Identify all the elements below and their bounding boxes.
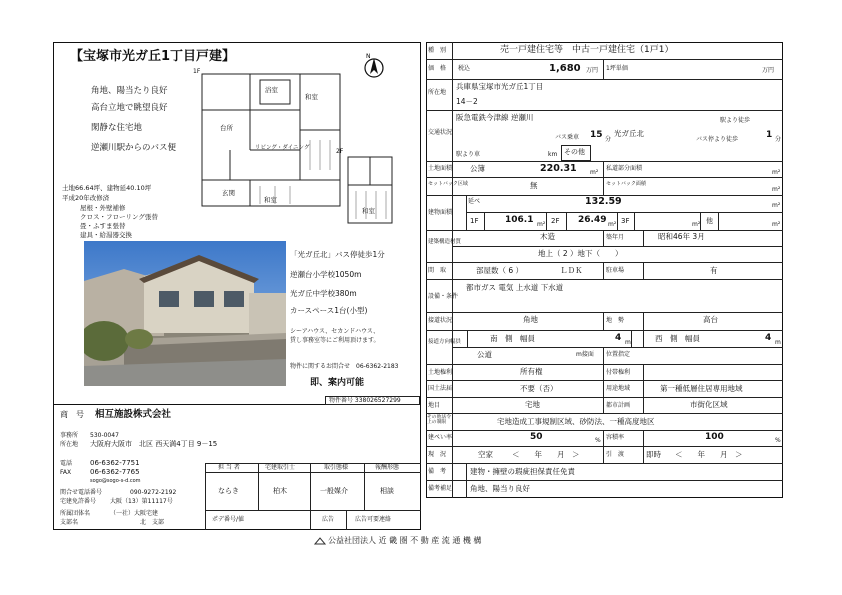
other-transport: その他 [564, 148, 585, 156]
feature-line: 閑静な住宅地 [91, 123, 143, 133]
access-line: 「光ガ丘北」バス停徒歩1分 [290, 250, 385, 259]
floor-ratio-unit: % [775, 437, 781, 444]
road1-direction: 南 側 幅員 [490, 334, 535, 343]
other-area-label: 他 [706, 217, 713, 225]
built-label: 築年月 [606, 234, 625, 241]
status-value: 空家 [478, 450, 493, 459]
rights-label: 土地権利 [428, 369, 453, 376]
coverage-unit: % [595, 437, 601, 444]
road2-width: 4 [765, 333, 772, 343]
dist-label: 駅より車 [456, 151, 481, 158]
land-category-label: 地目 [428, 402, 441, 409]
address-label: 所在地 [60, 441, 79, 448]
note-line: 賃し事務室等にご利用頂けます。 [290, 337, 380, 344]
floor1-label: 1F [470, 217, 479, 225]
price-tax: 税込 [458, 65, 471, 72]
road2-direction: 西 側 幅員 [655, 334, 700, 343]
additional-rights-label: 付帯権利 [606, 369, 631, 376]
status-label: 現 況 [428, 451, 447, 458]
price-label: 価 格 [428, 65, 447, 72]
price-note-unit: 万円 [762, 67, 775, 74]
room-label-genkan: 玄関 [222, 189, 235, 197]
madori-type: ＬＤＫ [560, 266, 583, 275]
cert-tel: 090-9272-2192 [130, 489, 177, 496]
floor-ratio-value: 100 [705, 432, 724, 442]
branch-label: 支部名 [60, 519, 79, 526]
price-note-label: 1坪単価 [606, 65, 628, 72]
company-shogo-label: 商 号 [60, 410, 84, 419]
parking-label: 駐車場 [606, 267, 625, 274]
land-area-value: 220.31 [540, 163, 577, 174]
room-label-washitsu-2f: 和室 [362, 207, 375, 215]
setback-value: 無 [530, 181, 538, 190]
company-email: sogo@sogo-s-d.com [90, 478, 141, 484]
footer-association: 公益社団法人 近 畿 圏 不 動 産 流 通 機 構 [328, 536, 482, 545]
location-label: 所在地 [428, 89, 447, 96]
room-label-yoku: 浴室 [265, 86, 278, 94]
total-area-unit: m² [772, 202, 781, 209]
floor-ratio-label: 容積率 [606, 434, 625, 441]
delivery-ym: ＜ 年 月 ＞ [675, 450, 743, 459]
rights-value: 所有権 [520, 367, 543, 376]
public-road: 公道 [477, 350, 492, 359]
company-address: 大阪府大阪市 北区 西天満4丁目 9－15 [90, 440, 218, 448]
land-area-label: 土地面積 [428, 165, 453, 172]
north-arrow-icon [360, 52, 388, 80]
fax-label: FAX [60, 469, 72, 476]
land-area-unit: m² [590, 169, 599, 176]
road-label: 接道方向幅員 [428, 339, 462, 345]
delivery-value: 即時 [646, 450, 661, 459]
spec-line: クロス・フローリング張替 [80, 213, 158, 221]
room-label-washitsu-2: 和室 [264, 196, 277, 204]
station-walk-label: 駅より徒歩 [720, 117, 751, 124]
bus-stop: 光ガ丘北 [614, 129, 644, 138]
road2-unit: m [775, 339, 781, 346]
utilities-label: 設備・条件 [428, 293, 459, 300]
bus-min-unit: 分 [605, 136, 612, 143]
floor2-label: 2F [551, 217, 560, 225]
structure-label: 建築構造材質 [428, 239, 462, 245]
floors-value: 地上（ 2 ）地下（ ） [538, 249, 623, 258]
location-value: 兵庫県宝塚市光ガ丘1丁目 [456, 82, 544, 91]
land-category-value: 宅地 [525, 400, 540, 409]
staff-header: 担 当 者 [218, 464, 240, 471]
transport-label: 交通状況 [428, 129, 453, 136]
land-law-label: 国土法届 [428, 385, 453, 392]
access-line: 光ガ丘中学校380m [290, 289, 357, 298]
total-area-label: 延べ [468, 198, 481, 205]
floor-label-2f: 2F [336, 148, 344, 155]
status-ym: ＜ 年 月 ＞ [512, 450, 580, 459]
setback-area-label: セットバック面積 [606, 181, 646, 187]
staff-value: 一般媒介 [320, 487, 348, 495]
svg-text:N: N [366, 53, 371, 60]
terrain-value: 高台 [703, 315, 718, 324]
floor2-area: 26.49 [578, 215, 607, 225]
bus-minutes: 15 [590, 130, 603, 140]
city-plan-label: 都市計画 [606, 402, 631, 409]
use-zone-label: 用途地域 [606, 385, 631, 392]
tel-label: 電話 [60, 460, 73, 467]
walk-minutes: 1 [766, 130, 773, 140]
contact-label: m接面 [576, 351, 594, 358]
company-name: 相互施設株式会社 [95, 409, 172, 420]
room-label-washitsu: 和室 [305, 93, 318, 101]
note-line: シーアハウス、セカンドハウス、 [290, 328, 380, 335]
delivery-label: 引 渡 [606, 451, 625, 458]
road1-width: 4 [615, 333, 622, 343]
staff-row2: ポデ番号/値 [212, 516, 245, 523]
staff-header: 報酬形態 [375, 464, 400, 471]
km-unit: km [548, 151, 558, 158]
floor3-unit: m² [692, 221, 701, 228]
feature-line: 角地、陽当たり良好 [91, 86, 168, 96]
spec-line: 屋根・外壁補修 [80, 204, 126, 212]
road1-unit: m [625, 339, 631, 346]
setback-label: セットバック区域 [428, 181, 468, 187]
legal-limits-value: 宅地造成工事規制区域、砂防法、一種高度地区 [497, 417, 655, 426]
spec-line: 建具・給湯器交換 [80, 231, 132, 239]
structure-value: 木造 [540, 232, 555, 241]
coverage-label: 建ぺい率 [428, 434, 453, 441]
spec-line: 平成20年改修済 [62, 194, 110, 202]
association-logo-icon [314, 536, 326, 546]
immediate-viewing: 即、案内可能 [310, 378, 365, 388]
land-kind: 公簿 [470, 164, 485, 173]
feature-line: 逆瀬川駅からのバス便 [91, 143, 177, 153]
other-area-unit: m² [772, 221, 781, 228]
coverage-value: 50 [530, 432, 543, 442]
floor2-unit: m² [608, 221, 617, 228]
madori-label: 間 取 [428, 267, 447, 274]
company-fax: 06-6362-7765 [90, 468, 140, 476]
land-status-label: 接道状況 [428, 317, 453, 324]
terrain-label: 地 勢 [606, 317, 625, 324]
walk-label: バス停より徒歩 [696, 136, 739, 143]
type-label: 種 別 [428, 47, 447, 54]
feature-line: 高台立地で眺望良好 [91, 103, 168, 113]
staff-header: 取引態様 [324, 464, 349, 471]
use-zone-value: 第一種低層住居専用地域 [660, 384, 743, 393]
total-area-value: 132.59 [585, 196, 622, 207]
staff-row2: 広告可要連絡 [355, 516, 392, 523]
staff-value: 柏木 [273, 487, 287, 495]
notes-value: 角地、陽当り良好 [470, 484, 530, 493]
company-tel: 06-6362-7751 [90, 459, 140, 467]
access-line: 逆瀬台小学校1050m [290, 270, 362, 279]
rail-line: 阪急電鉄今津線 逆瀬川 [456, 113, 534, 122]
floor-label-1f: 1F [193, 68, 201, 75]
private-road-unit: m² [772, 169, 781, 176]
branch-name: 北 支部 [140, 519, 165, 526]
assoc-label: 所属団体名 [60, 510, 91, 517]
spec-line: 土地66.64坪、建物延40.10坪 [62, 184, 152, 192]
location-value-2: 14－2 [456, 97, 478, 106]
property-type: 売一戸建住宅等 中古一戸建住宅（1戸1） [500, 45, 674, 55]
inquiry-label: 物件に関するお問合せ [290, 363, 351, 370]
legal-limits-label: その他法令上の制限 [427, 415, 451, 425]
walk-min-unit: 分 [775, 136, 782, 143]
staff-value: 相談 [380, 487, 394, 495]
price-unit: 万円 [586, 67, 599, 74]
inquiry-tel: 06-6362-2183 [356, 363, 399, 370]
madori-rooms: 部屋数（ 6 ） [476, 266, 524, 275]
floor1-area: 106.1 [505, 215, 534, 225]
land-law-value: 不要（否） [520, 384, 558, 393]
house-photo [84, 241, 286, 386]
price-value: 1,680 [549, 63, 581, 74]
remarks-value: 建物・擁壁の瑕疵担保責任免責 [470, 467, 575, 476]
license-label: 宅建免許番号 [60, 498, 97, 505]
corner-value: 角地 [523, 315, 538, 324]
floor3-label: 3F [621, 217, 630, 225]
building-area-label: 建物面積 [428, 209, 453, 216]
floor1-unit: m² [537, 221, 546, 228]
assoc-name: （一社）大阪宅建 [110, 510, 159, 517]
license-number: 大阪（13）第11117号 [110, 498, 173, 505]
utilities-value: 都市ガス 電気 上水道 下水道 [466, 283, 564, 292]
parking-value: 有 [710, 266, 718, 275]
room-label-kitchen: 台所 [220, 124, 233, 132]
bus-label: バス乗車 [555, 134, 580, 141]
property-title: 【宝塚市光ガ丘1丁目戸建】 [70, 49, 236, 64]
position-label: 位置指定 [606, 351, 631, 358]
access-line: カースペース1台(小型) [290, 306, 368, 315]
remarks-label: 備 考 [428, 468, 447, 475]
built-value: 昭和46年 3月 [658, 232, 705, 241]
staff-row2: 広告 [322, 516, 335, 523]
staff-value: ならき [218, 487, 239, 495]
city-plan-value: 市街化区域 [690, 400, 728, 409]
room-label-ldk: リビング・ダイニング [255, 145, 310, 151]
cert-label: 関合せ電話番号 [60, 489, 103, 496]
private-road-label: 私道部分面積 [606, 165, 643, 172]
office-zip: 530-0047 [90, 432, 119, 439]
office-label: 事務所 [60, 432, 79, 439]
notes-label: 備考補足 [428, 485, 453, 492]
business-number: 物件番号 338026527299 [329, 397, 401, 404]
setback-area-unit: m² [772, 186, 781, 193]
staff-header: 宅建取引士 [265, 464, 296, 471]
spec-line: 畳・ふすま張替 [80, 222, 126, 230]
